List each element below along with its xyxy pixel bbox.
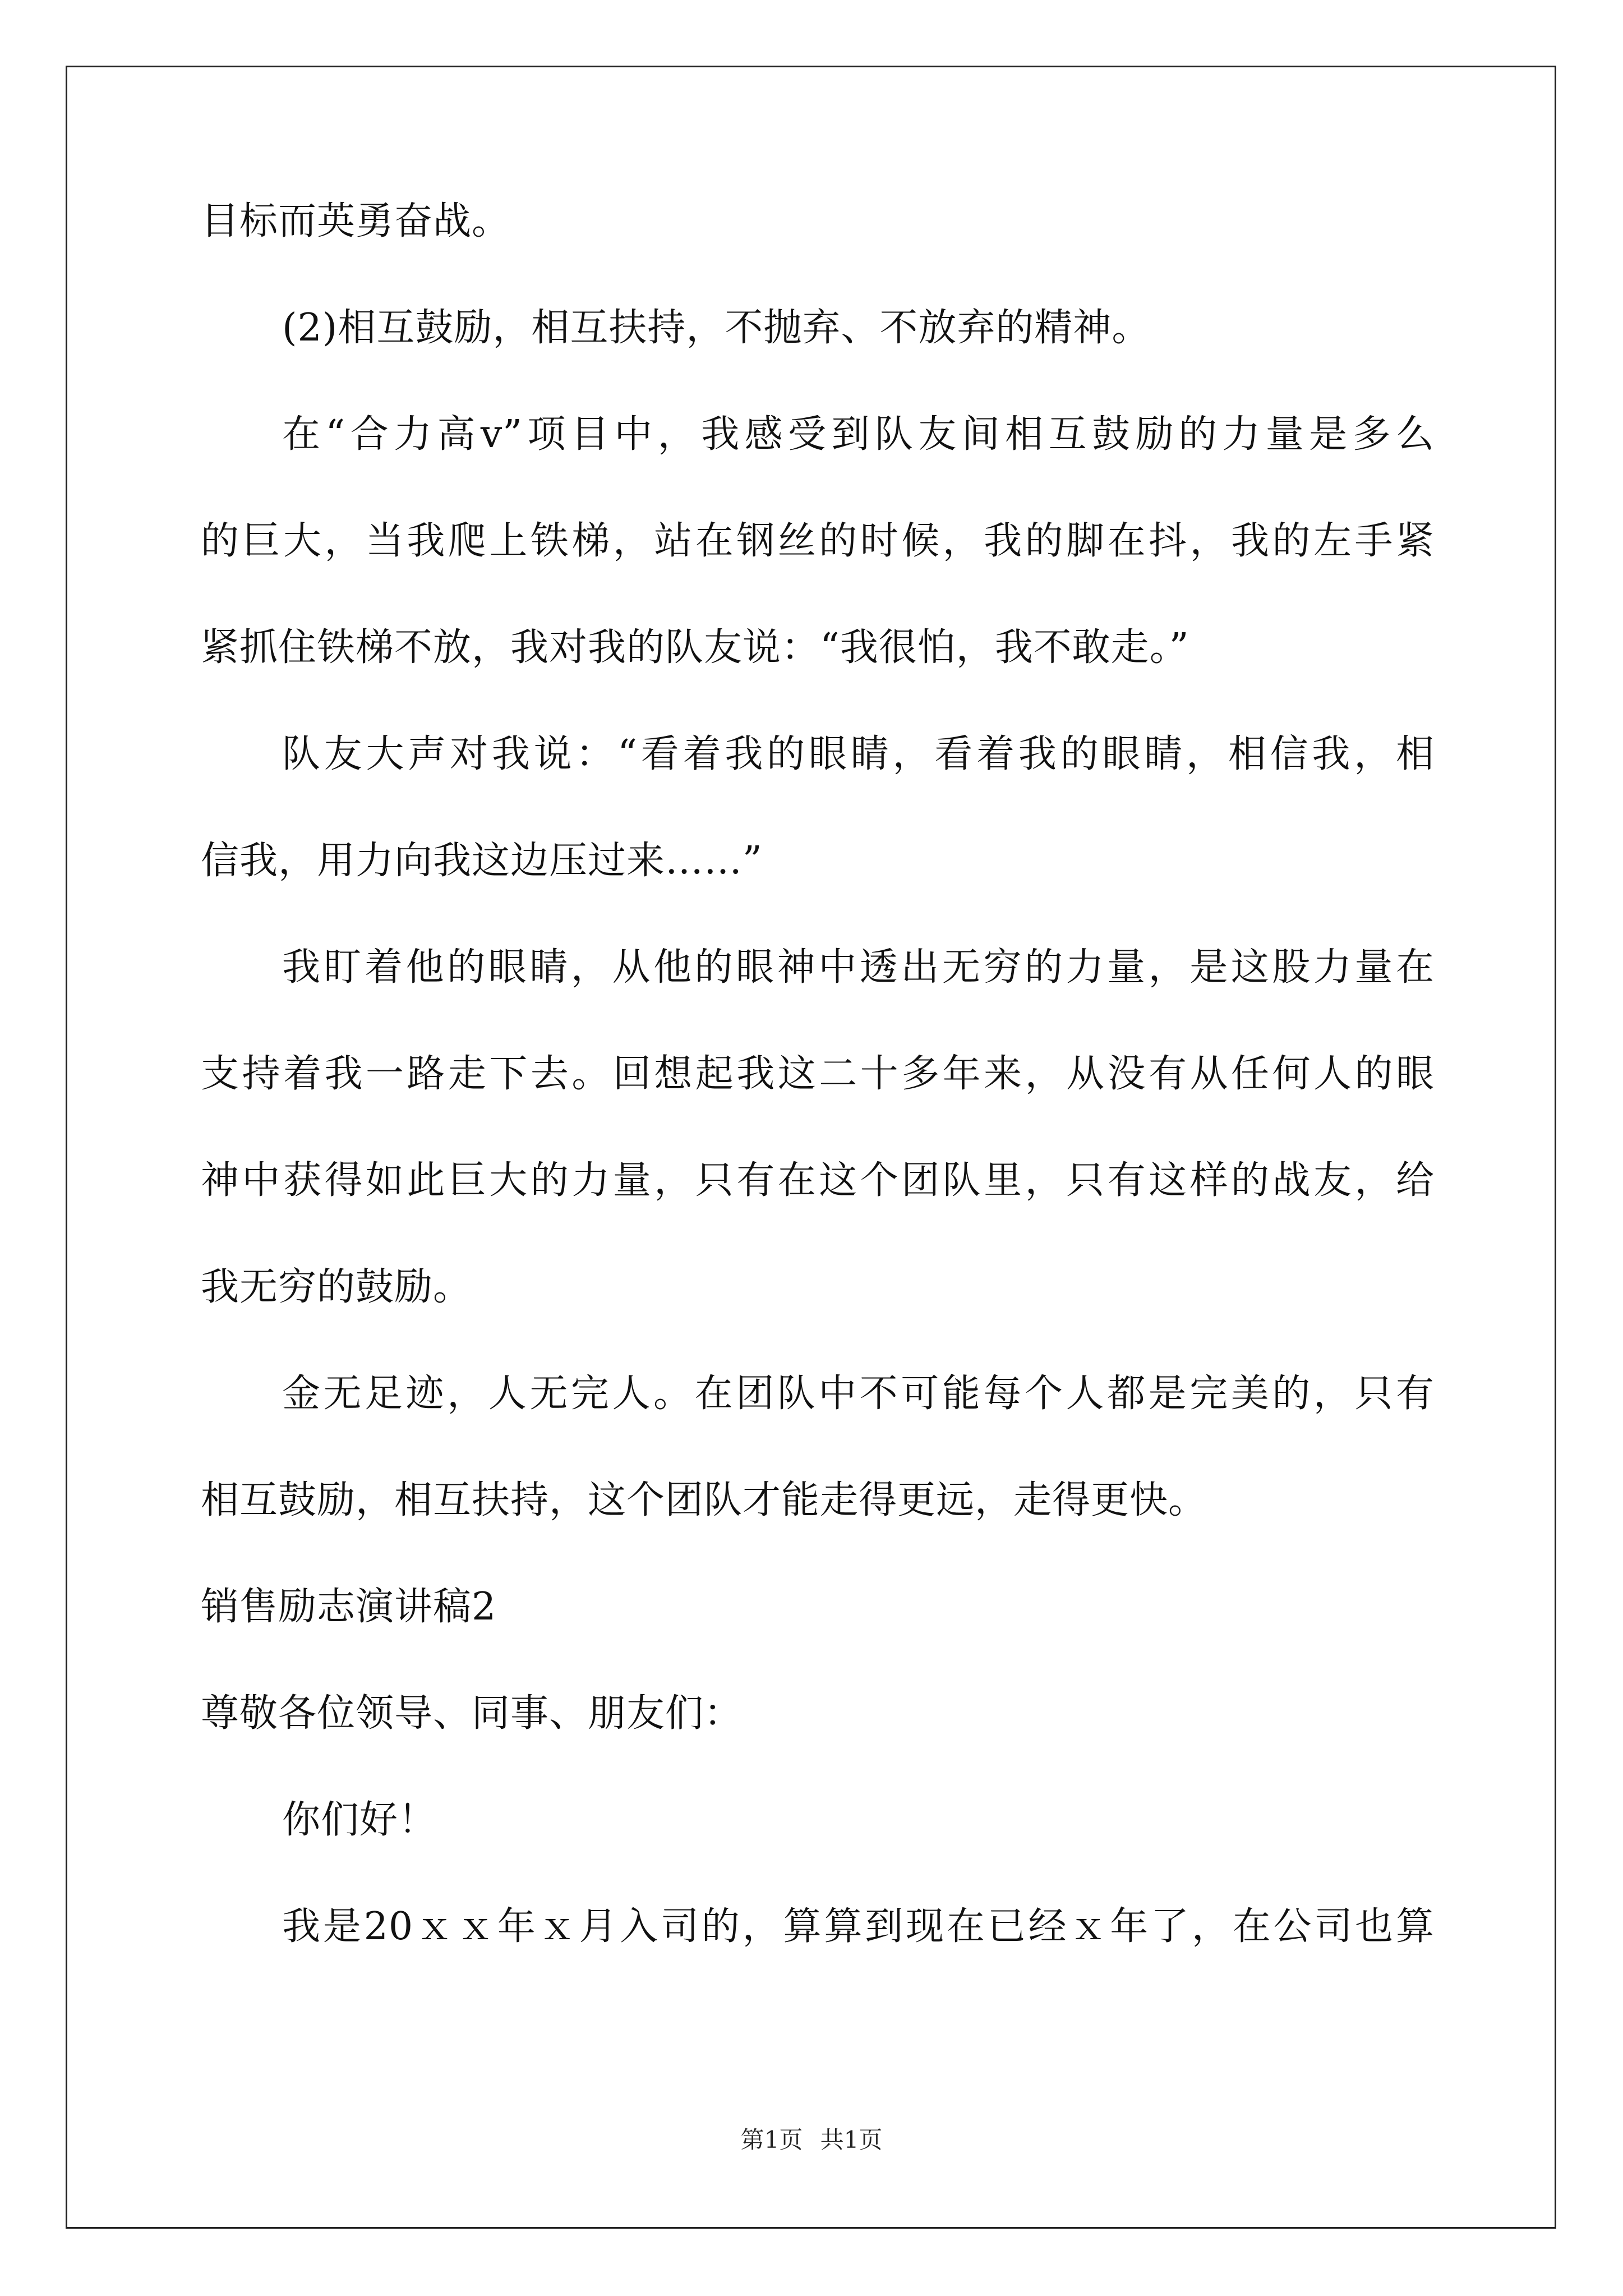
paragraph-line: 我无穷的鼓励。 [201,1265,472,1309]
paragraph-line: 金无足迹，人无完人。在团队中不可能每个人都是完美的，只有 [282,1372,1435,1416]
paragraph-line: 的巨大，当我爬上铁梯，站在钢丝的时候，我的脚在抖，我的左手紧 [201,519,1435,563]
section-heading: (2)相互鼓励，相互扶持，不抛弃、不放弃的精神。 [282,306,1151,350]
paragraph-line: 神中获得如此巨大的力量，只有在这个团队里，只有这样的战友，给 [201,1158,1435,1203]
paragraph-line: 目标而英勇奋战。 [201,199,511,243]
greeting: 你们好！ [282,1798,437,1842]
paragraph-line: 在“合力高v”项目中，我感受到队友间相互鼓励的力量是多么 [282,412,1435,457]
paragraph-line: 我盯着他的眼睛，从他的眼神中透出无穷的力量，是这股力量在 [282,945,1435,990]
paragraph-line: 队友大声对我说：“看着我的眼睛，看着我的眼睛，相信我，相 [282,732,1435,776]
paragraph-line: 信我，用力向我这边压过来……” [201,839,763,883]
paragraph-line: 紧抓住铁梯不放，我对我的队友说：“我很怕，我不敢走。” [201,625,1189,670]
paragraph-line: 我是20ｘｘ年ｘ月入司的，算算到现在已经ｘ年了，在公司也算 [282,1904,1435,1949]
paragraph-line: 支持着我一路走下去。回想起我这二十多年来，从没有从任何人的眼 [201,1052,1435,1096]
page-footer: 第1页 共1页 [740,2126,883,2154]
salutation: 尊敬各位领导、同事、朋友们： [201,1691,743,1736]
speech-title: 销售励志演讲稿2 [201,1585,497,1629]
paragraph-line: 相互鼓励，相互扶持，这个团队才能走得更远，走得更快。 [201,1478,1207,1522]
